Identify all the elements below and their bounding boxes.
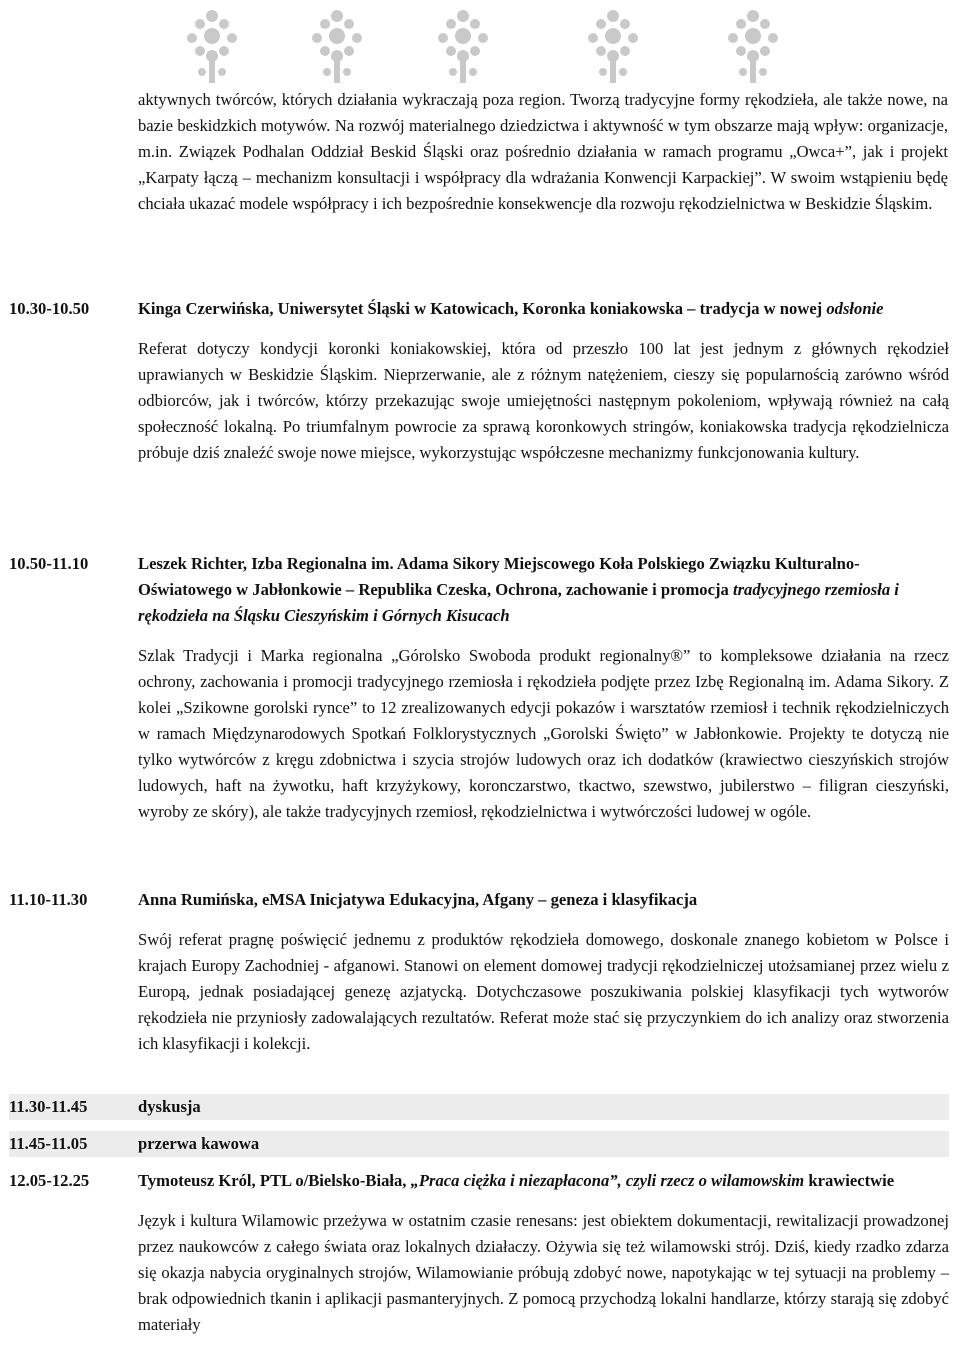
program-break-discussion	[9, 1094, 949, 1120]
program-entry	[9, 1168, 949, 1338]
entry-heading	[138, 887, 949, 913]
folk-ornament-icon	[433, 6, 493, 88]
program-entry	[9, 551, 949, 825]
folk-ornament-icon	[723, 6, 783, 88]
program-entry	[9, 887, 949, 1057]
entry-heading	[138, 551, 949, 629]
entry-abstract: Referat dotyczy kondycji koronki koniakowskiej, która od przeszło 100 lat jest jednym z głównych rękodzieł uprawianych w Beskidzie Śląskim. Nieprzerwanie, ale z różnym natężeniem, cieszy się popularnością zarówno wśród odbiorców, jak i twórców, którzy przekazując swoje umiejętności następnym pokoleniom, wpływają również na całą społeczność lokalną. Po triumfalnym powrocie za sprawą koronkowych stringów, koniakowska tradycja rękodzielnicza próbuje dziś znaleźć swoje nowe miejsce, wykorzystując współczesne mechanizmy funkcjonowania kultury.	[138, 339, 949, 462]
entry-time: 11.30-11.45	[9, 1097, 88, 1116]
entry-abstract: Szlak Tradycji i Marka regionalna „Górolsko Swoboda produkt regionalny®” to kompleksowe działania na rzecz ochrony, zachowania i promocji tradycyjnego rzemiosła i rękodzieła podjęte przez Izbę Regionalną im. Adama Sikory. Z kolei „Szikowne gorolski rynce” to 12 zrealizowanych edycji pokazów i warsztatów rzemiosł i technik rękodzielniczych w ramach Międzynarodowych Spotkań Folklorystycznych „Gorolski Święto” w Jabłonkowie. Projekty te dotyczą nie tylko wytwórców z kręgu zdobnictwa i szycia strojów ludowych oraz ich dodatków (krawiectwo cieszyńskich strojów ludowych, haft na żywotku, haft krzyżykowy, koronczarstwo, tkactwo, szewstwo, jubilerstwo – filigran cieszyński, wyroby ze skóry), ale także tradycyjnych rzemiosł, rękodzielnictwa i wytwórczości ludowej w ogóle.	[138, 646, 949, 821]
entry-abstract: Język i kultura Wilamowic przeżywa w ostatnim czasie renesans: jest obiektem dokumentacji, rewitalizacji prowadzonej przez naukowców z całego świata oraz lokalnych działaczy. Ożywia się też wilamowski strój. Dziś, kiedy rzadko zdarza się okazja nabycia oryginalnych strojów, Wilamowianie próbują zdobyć nowe, napotykając w tej sytuacji na problemy – brak odpowiednich tkanin i aplikacji pasmanteryjnych. Z pomocą przychodzą lokalni handlarze, którzy starają się zdobyć materiały	[138, 1211, 949, 1334]
entry-time: 10.50-11.10	[9, 554, 89, 573]
entry-time: 12.05-12.25	[9, 1171, 90, 1190]
entry-heading	[138, 1168, 949, 1194]
program-break-coffee	[9, 1131, 949, 1157]
intro-paragraph: aktywnych twórców, których działania wykraczają poza region. Tworzą tradycyjne formy rękodzieła, ale także nowe, na bazie beskidzkich motywów. Na rozwój materialnego dziedzictwa i aktywność w tym obszarze mają wpływ: organizacje, m.in. Związek Podhalan Oddział Beskid Śląski oraz pośrednio działania w ramach programu „Owca+”, jak i projekt „Karpaty łączą – mechanizm konsultacji i współpracy dla wdrażania Konwencji Karpackiej”. W swoim wstąpieniu będę chciała ukazać modele współpracy i ich bezpośrednie konsekwencje dla rozwoju rękodzielnictwa w Beskidzie Śląskim.	[138, 90, 948, 213]
break-label: dyskusja	[138, 1097, 201, 1116]
header-ornaments	[0, 0, 960, 95]
entry-speaker: Tymoteusz Król, PTL o/Bielsko-Biała,	[138, 1171, 407, 1190]
entry-time: 10.30-10.50	[9, 299, 90, 318]
entry-title: odsłonie	[826, 299, 884, 318]
entry-title: „Praca ciężka i niezapłacona”, czyli rzecz o wilamowskim	[410, 1171, 805, 1190]
entry-heading	[138, 296, 949, 322]
entry-speaker: Leszek Richter, Izba Regionalna im. Adama Sikory Miejscowego Koła Polskiego Związku Kulturalno-Oświatowego w Jabłonkowie – Republika Czeska, Ochrona, zachowanie i promocja	[138, 554, 860, 599]
entry-time: 11.45-11.05	[9, 1134, 88, 1153]
folk-ornament-icon	[583, 6, 643, 88]
entry-speaker: Kinga Czerwińska, Uniwersytet Śląski w Katowicach, Koronka koniakowska – tradycja w nowej	[138, 299, 823, 318]
entry-abstract: Swój referat pragnę poświęcić jednemu z produktów rękodzieła domowego, doskonale znanego kobietom w Polsce i krajach Europy Zachodniej - afganowi. Stanowi on element domowej tradycji rękodzielniczej utożsamianej przez wielu z Europą, jednak posiadającej genezę azjatycką. Dotychczasowe poszukiwania polskiej klasyfikacji tych wytworów rękodzieła nie przyniosły zadowalających rezultatów. Referat może stać się przyczynkiem do ich analizy oraz stworzenia ich klasyfikacji i kolekcji.	[138, 930, 949, 1053]
folk-ornament-icon	[307, 6, 367, 88]
program-entry	[9, 296, 949, 466]
entry-time: 11.10-11.30	[9, 890, 88, 909]
entry-title: tradycyjnego rzemiosła i rękodzieła na Śląsku Cieszyńskim i Górnych Kisucach	[138, 580, 899, 625]
entry-speaker: Anna Rumińska, eMSA Inicjatywa Edukacyjna, Afgany – geneza i klasyfikacja	[138, 890, 698, 909]
folk-ornament-icon	[182, 6, 242, 88]
break-label: przerwa kawowa	[138, 1134, 260, 1153]
entry-speaker-tail: krawiectwie	[808, 1171, 895, 1190]
